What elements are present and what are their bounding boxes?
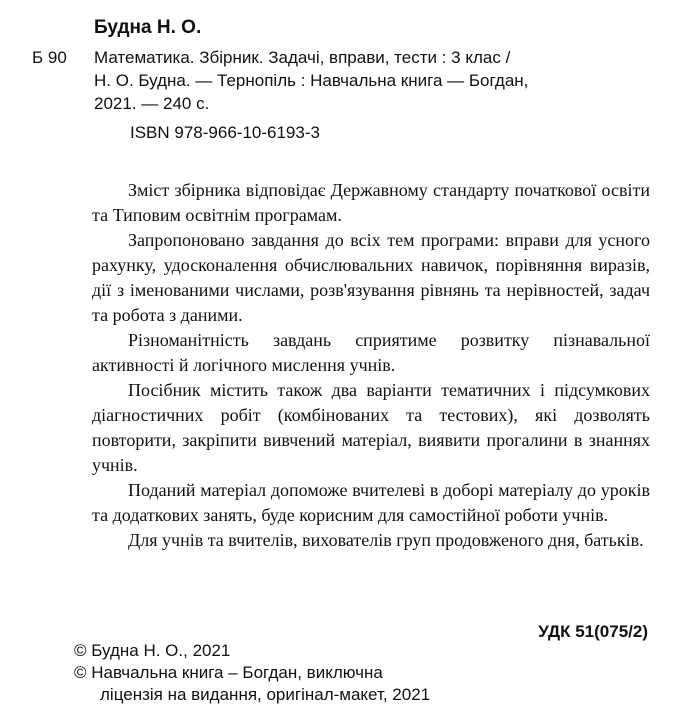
biblio-line: Математика. Збірник. Задачі, вправи, тести : 3 клас /	[94, 48, 511, 67]
classification-code: Б 90	[32, 48, 67, 67]
isbn: ISBN 978-966-10-6193-3	[130, 123, 320, 142]
annotation	[92, 178, 650, 553]
annotation-paragraph: Для учнів та вчителів, вихователів груп продовженого дня, батьків.	[128, 530, 644, 550]
annotation-paragraph: Різноманітність завдань сприятиме розвитку пізнавальної активності й логічного мислення учнів.	[92, 330, 650, 375]
udk-code: УДК 51(075/2)	[538, 622, 648, 641]
annotation-paragraph: Зміст збірника відповідає Державному стандарту початкової освіти та Типовим освітнім програмам.	[92, 180, 650, 225]
copyright-line: © Будна Н. О., 2021	[74, 641, 231, 660]
copyright-line: ліцензія на видання, оригінал-макет, 2021	[100, 685, 431, 704]
bibliographic-description	[94, 46, 574, 115]
biblio-line: 2021. — 240 с.	[94, 94, 210, 113]
author-name: Будна Н. О.	[94, 17, 202, 38]
annotation-paragraph: Посібник містить також два варіанти тематичних і підсумкових діагностичних робіт (комбінованих та тестових), які дозволять повторити, закріпити вивчений матеріал, виявити прогалини в знаннях учнів.	[92, 380, 650, 475]
copyright-notice	[74, 640, 430, 706]
annotation-paragraph: Поданий матеріал допоможе вчителеві в доборі матеріалу до уроків та додаткових занять, буде корисним для самостійної роботи учнів.	[92, 480, 650, 525]
copyright-line: © Навчальна книга – Богдан, виключна	[74, 663, 383, 682]
annotation-paragraph: Запропоновано завдання до всіх тем програми: вправи для усного рахунку, удосконалення обчислювальних навичок, порівняння виразів, дії з іменованими числами, розв'язування рівнянь та нерівностей, задач та робота з даними.	[92, 230, 650, 325]
biblio-line: Н. О. Будна. — Тернопіль : Навчальна книга — Богдан,	[94, 71, 529, 90]
